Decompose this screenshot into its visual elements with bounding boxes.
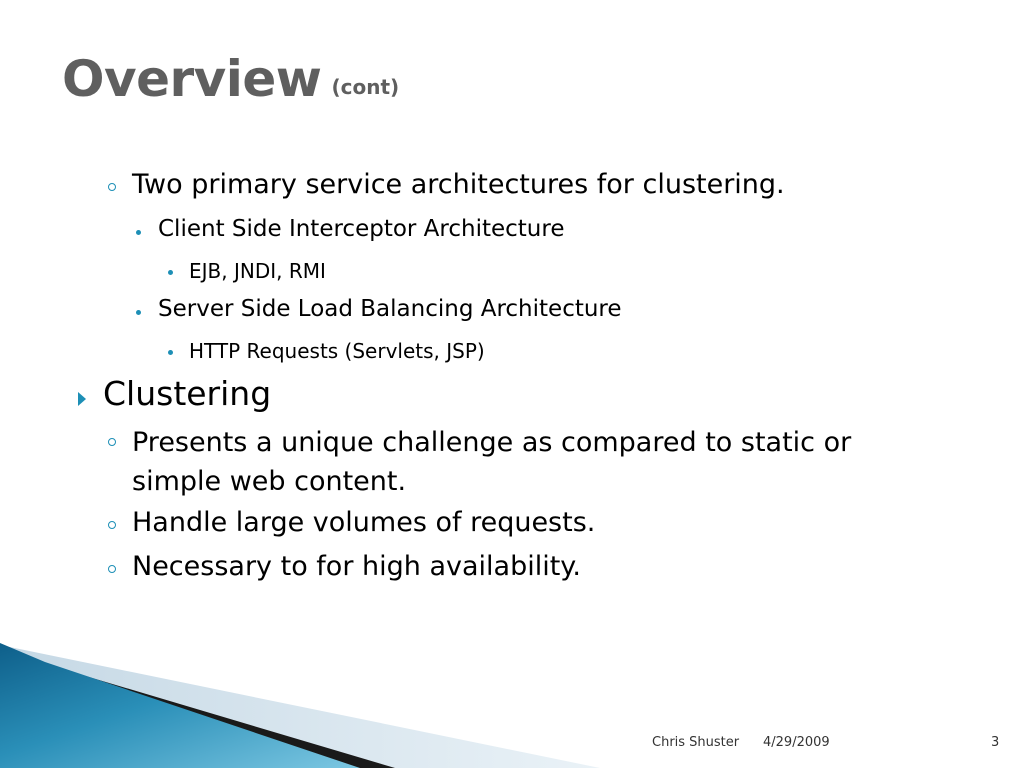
ring-bullet-icon [108, 183, 116, 191]
dot-bullet-icon [168, 350, 173, 355]
title-suffix: (cont) [331, 75, 400, 99]
ring-bullet-icon [108, 521, 116, 529]
bullet-server-side: Server Side Load Balancing Architecture [158, 296, 622, 322]
footer-date: 4/29/2009 [763, 735, 830, 750]
bullet-architectures: Two primary service architectures for clustering. [132, 169, 785, 200]
dot-bullet-icon [168, 270, 173, 275]
dot-bullet-icon [136, 310, 141, 315]
bullet-large-volumes: Handle large volumes of requests. [132, 507, 596, 538]
bullet-ejb: EJB, JNDI, RMI [189, 259, 326, 283]
bullet-high-availability: Necessary to for high availability. [132, 551, 582, 582]
bullet-unique-challenge: Presents a unique challenge as compared to static or simple web content. [132, 427, 852, 497]
bullet-clustering: Clustering [103, 374, 272, 413]
footer-author: Chris Shuster [652, 735, 740, 750]
triangle-bullet-icon [78, 392, 86, 406]
decorative-swoosh [0, 640, 1024, 768]
bullet-client-side: Client Side Interceptor Architecture [158, 216, 565, 242]
bullet-http-requests: HTTP Requests (Servlets, JSP) [189, 339, 485, 363]
title-main: Overview [62, 50, 322, 108]
dot-bullet-icon [136, 230, 141, 235]
ring-bullet-icon [108, 438, 116, 446]
footer-page-number: 3 [991, 735, 1000, 750]
ring-bullet-icon [108, 565, 116, 573]
